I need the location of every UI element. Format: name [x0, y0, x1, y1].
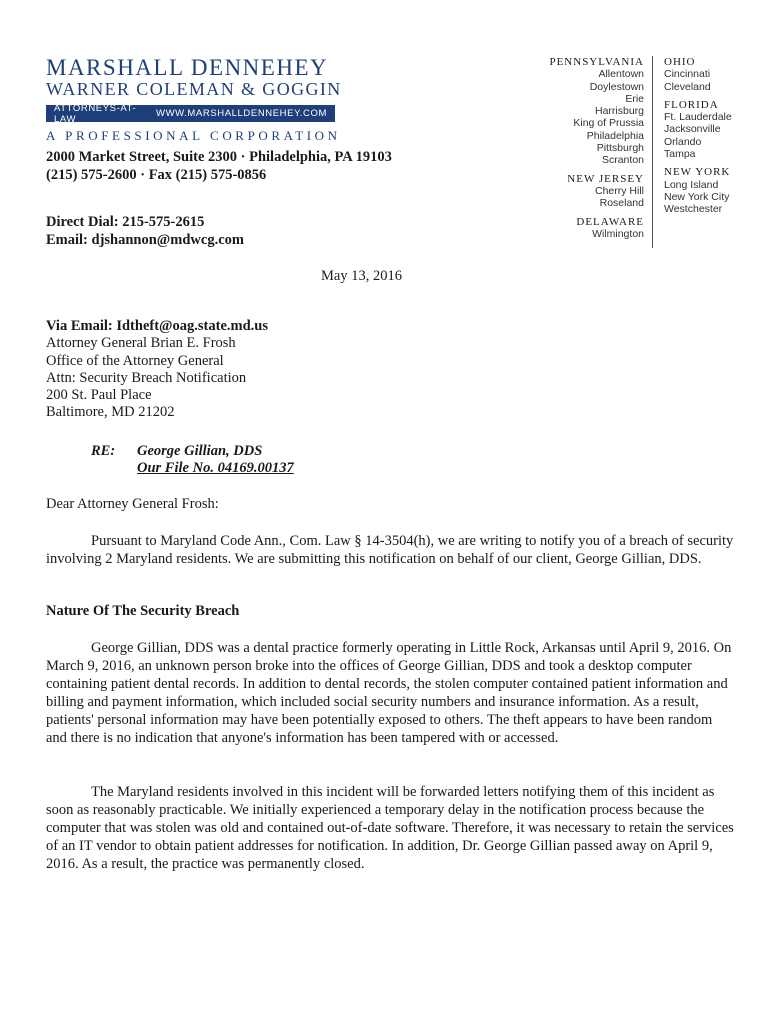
attorneys-at-law-label: ATTORNEYS-AT-LAW	[54, 102, 137, 125]
firm-name: MARSHALL DENNEHEY	[46, 55, 329, 80]
office-city: Scranton	[601, 154, 644, 167]
firm-banner	[46, 102, 335, 125]
contact-block	[46, 213, 244, 249]
firm-address: 2000 Market Street, Suite 2300 · Philadelphia, PA 19103	[46, 149, 392, 165]
section-heading: Nature Of The Security Breach	[46, 603, 240, 619]
office-city: Orlando	[664, 135, 702, 148]
office-city: Harrisburg	[594, 105, 644, 118]
recipient-line: Attn: Security Breach Notification	[46, 369, 247, 386]
contact-email: Email: djshannon@mdwcg.com	[46, 232, 244, 248]
office-city: Allentown	[598, 68, 644, 81]
firm-website: WWW.MARSHALLDENNEHEY.COM	[156, 108, 327, 119]
office-list-left	[549, 56, 644, 240]
letter-date: May 13, 2016	[321, 268, 402, 284]
office-city: King of Prussia	[573, 117, 644, 130]
recipient-block	[46, 318, 268, 422]
office-state-heading: OHIO	[664, 56, 696, 68]
office-city: Cincinnati	[664, 68, 711, 81]
firm-address-block	[46, 148, 392, 184]
re-subject: George Gillian, DDS	[137, 443, 263, 459]
office-state-heading: FLORIDA	[664, 98, 719, 111]
office-city: Cherry Hill	[594, 184, 644, 197]
re-file-number: Our File No. 04169.00137	[137, 460, 294, 476]
paragraph-notification: The Maryland residents involved in this incident will be forwarded letters notifying them of this incident as soon as reasonably practicable. We initially experienced a temporary delay in the notification process because the computer that was stolen was old and contained out-of-date software. Therefore, it was necessary to retain the services of an IT vendor to obtain patient addresses for notification. In addition, Dr. George Gillian passed away on April 9, 2016. As a result, the practice was permanently closed.	[46, 784, 734, 872]
office-city: Roseland	[599, 197, 644, 210]
office-city: Wilmington	[592, 227, 644, 240]
firm-name-line2: WARNER COLEMAN & GOGGIN	[46, 79, 342, 99]
direct-dial: Direct Dial: 215-575-2615	[46, 214, 205, 230]
office-divider	[652, 56, 653, 248]
re-label: RE:	[91, 443, 116, 459]
firm-phone: (215) 575-2600 · Fax (215) 575-0856	[46, 167, 267, 183]
via-email: Via Email: Idtheft@oag.state.md.us	[46, 318, 268, 334]
paragraph-breach: George Gillian, DDS was a dental practice formerly operating in Little Rock, Arkansas until April 9, 2016. On March 9, 2016, an unknown person broke into the offices of George Gillian, DDS and took a desktop computer containing patient dental records. In addition to dental records, the stolen computer contained patient information and billing and payment information, which included social security numbers and insurance information. As a result, patients' personal information may have been potentially exposed to others. The theft appears to have been random and there is no indication that anyone's information has been tampered with or accessed.	[46, 640, 732, 746]
recipient-line: 200 St. Paul Place	[46, 387, 152, 404]
office-city: Westchester	[664, 203, 723, 216]
office-city: Long Island	[664, 178, 719, 191]
professional-corporation-label: A PROFESSIONAL CORPORATION	[46, 128, 341, 143]
office-city: Jacksonville	[664, 123, 721, 136]
office-city: Tampa	[664, 148, 696, 161]
office-city: New York City	[664, 190, 730, 203]
office-city: Pittsburgh	[596, 142, 644, 155]
office-state-heading: NEW YORK	[664, 166, 731, 179]
recipient-line: Baltimore, MD 21202	[46, 404, 175, 421]
salutation: Dear Attorney General Frosh:	[46, 496, 219, 512]
office-list-right	[664, 56, 732, 216]
office-state-heading: DELAWARE	[576, 215, 644, 228]
paragraph-intro: Pursuant to Maryland Code Ann., Com. Law § 14-3504(h), we are writing to notify you of a breach of security involving 2 Maryland residents. We are submitting this notification on behalf of our client, George Gillian, DDS.	[46, 533, 734, 567]
office-city: Erie	[625, 92, 644, 105]
office-state-heading: NEW JERSEY	[567, 172, 644, 185]
office-state-heading: PENNSYLVANIA	[549, 56, 644, 68]
office-city: Philadelphia	[586, 129, 644, 142]
recipient-line: Attorney General Brian E. Frosh	[46, 335, 236, 352]
office-city: Doylestown	[589, 80, 644, 93]
office-city: Ft. Lauderdale	[664, 111, 732, 124]
office-city: Cleveland	[664, 80, 711, 93]
recipient-line: Office of the Attorney General	[46, 352, 224, 369]
